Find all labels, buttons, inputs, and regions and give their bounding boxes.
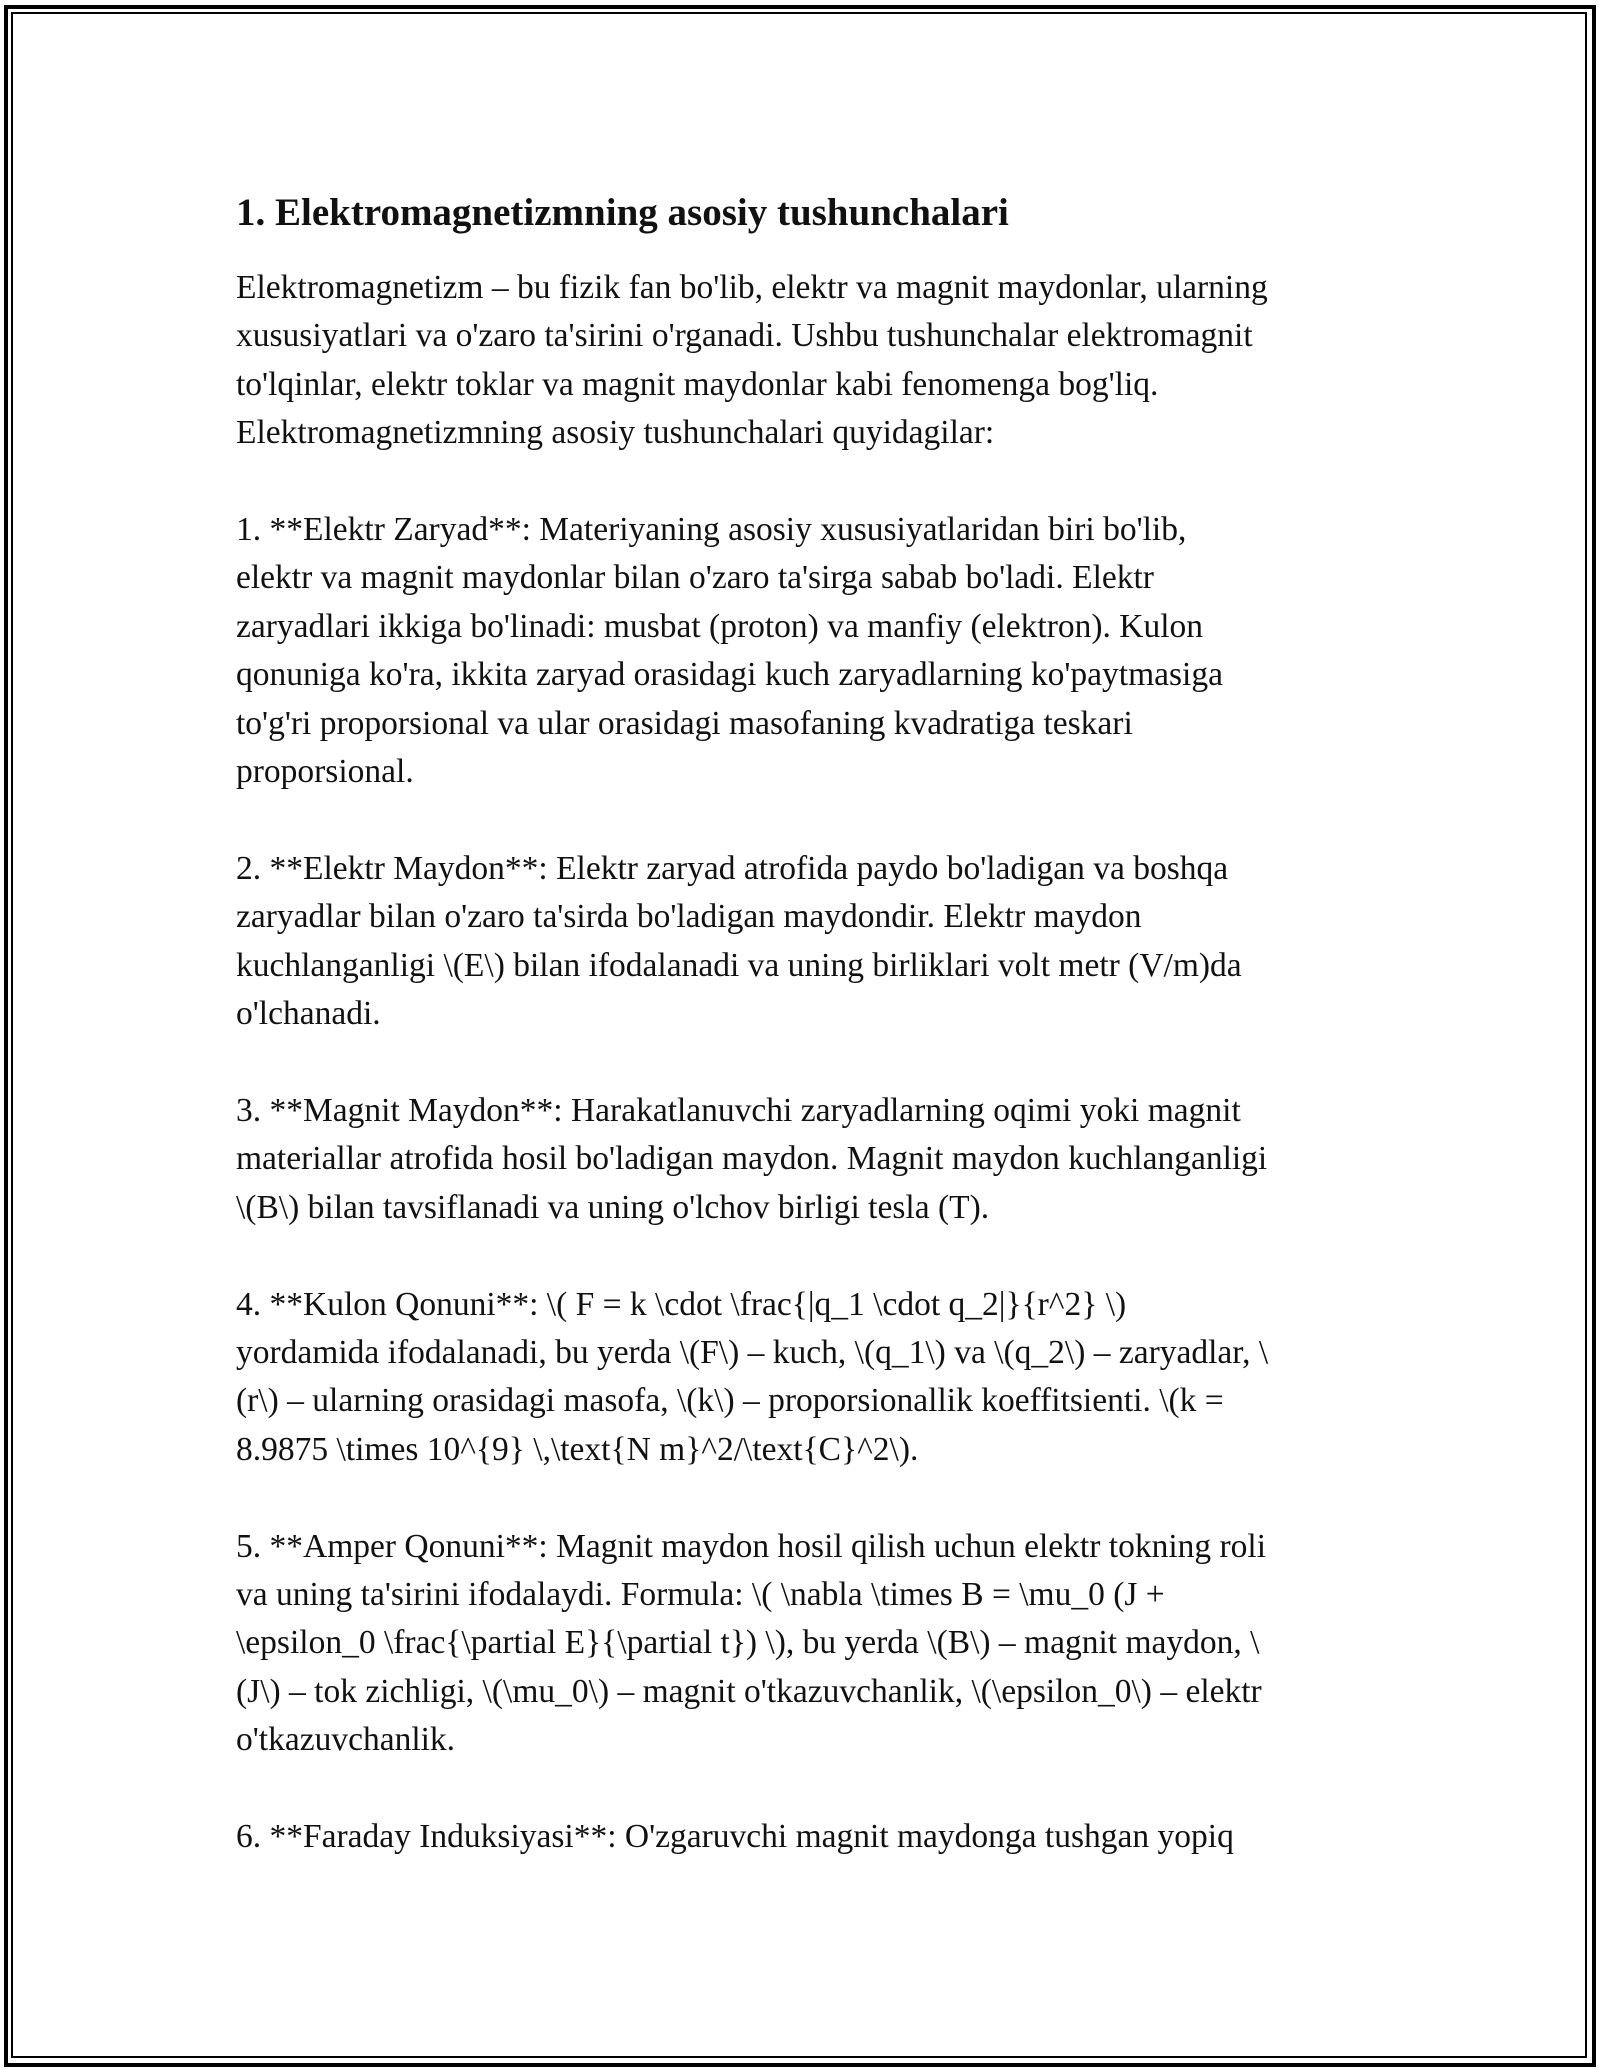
document-content [236,183,1370,1861]
section-body-text: Elektromagnetizm – bu fizik fan bo'lib, elektr va magnit maydonlar, ularning xususiyatlari va o'zaro ta'sirini o'rganadi. Ushbu tushunchalar elektromagnit to'lqinlar, elektr toklar va magnit maydonlar kabi fenomenga bog'liq. Elektromagnetizmning asosiy tushunchalari quyidagilar: 1. **Elektr Zaryad**: Materiyaning asosiy xususiyatlaridan biri bo'lib, elektr va magnit maydonlar bilan o'zaro ta'sirga sabab bo'ladi. Elektr zaryadlari ikkiga bo'linadi: musbat (proton) va manfiy (elektron). Kulon qonuniga ko'ra, ikkita zaryad orasidagi kuch zaryadlarning ko'paytmasiga to'g'ri proporsional va ular orasidagi masofaning kvadratiga teskari proporsional. 2. **Elektr Maydon**: Elektr zaryad atrofida paydo bo'ladigan va boshqa zaryadlar bilan o'zaro ta'sirda bo'ladigan maydondir. Elektr maydon kuchlanganligi \(E\) bilan ifodalanadi va uning birliklari volt metr (V/m)da o'lchanadi. 3. **Magnit Maydon**: Harakatlanuvchi zaryadlarning oqimi yoki magnit materiallar atrofida hosil bo'ladigan maydon. Magnit maydon kuchlanganligi \(B\) bilan tavsiflanadi va uning o'lchov birligi tesla (T). 4. **Kulon Qonuni**: \( F = k \cdot \frac{|q_1 \cdot q_2|}{r^2} \) yordamida ifodalanadi, bu yerda \(F\) – kuch, \(q_1\) va \(q_2\) – zaryadlar, \ (r\) – ularning orasidagi masofa, \(k\) – proporsionallik koeffitsienti. \(k = 8.9875 \times 10^{9} \,\text{N m}^2/\text{C}^2\). 5. **Amper Qonuni**: Magnit maydon hosil qilish uchun elektr tokning roli va uning ta'sirini ifodalaydi. Formula: \( \nabla \times B = \mu_0 (J + \epsilon_0 \frac{\partial E}{\partial t}) \), bu yerda \(B\) – magnit maydon, \ (J\) – tok zichligi, \(\mu_0\) – magnit o'tkazuvchanlik, \(\epsilon_0\) – elektr o'tkazuvchanlik. 6. **Faraday Induksiyasi**: O'zgaruvchi magnit maydonga tushgan yopiq [236,269,1269,1855]
section-heading: 1. Elektromagnetizmning asosiy tushunchalari [236,191,1009,234]
